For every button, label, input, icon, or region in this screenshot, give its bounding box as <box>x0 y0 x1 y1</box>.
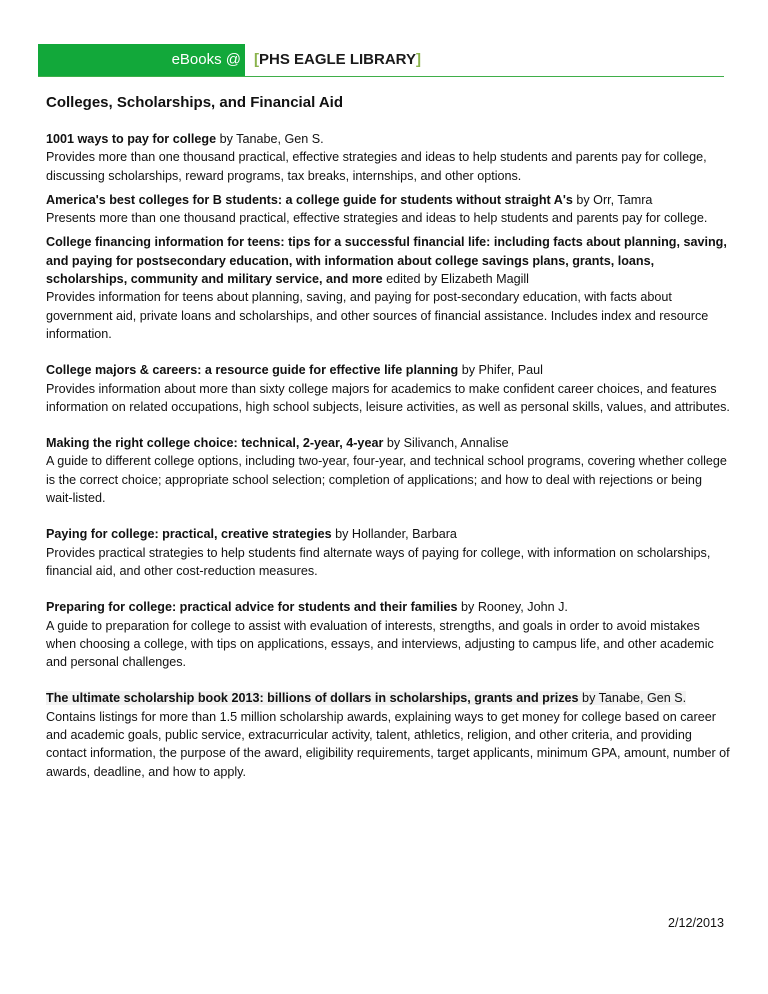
book-description: Contains listings for more than 1.5 million scholarship awards, explaining ways to get money for college based on career and academic goals, public service, extracurricular activity, talent, athletics, religion, and other criteria, and providing contact information, the purpose of the award, eligibility requirements, target applicants, minimum GPA, amount, number of awards, deadline, and how to apply. <box>46 709 730 779</box>
library-name: PHS EAGLE LIBRARY <box>259 51 416 68</box>
book-description: Provides practical strategies to help students find alternate ways of paying for college, with information on scholarships, financial aid, and other cost-reduction measures. <box>46 545 711 578</box>
book-author: by Tanabe, Gen S. <box>578 691 687 706</box>
book-description: A guide to preparation for college to assist with evaluation of interests, strengths, and goals in order to avoid mistakes when choosing a college, with tips on applications, essays, and interviews, adjusting to campus life, and other academic and personal challenges. <box>46 618 714 670</box>
book-entry <box>46 689 730 780</box>
book-author: by Orr, Tamra <box>572 192 653 207</box>
book-entry <box>46 434 730 507</box>
book-author: by Silivanch, Annalise <box>383 436 509 451</box>
book-description: Provides information about more than sixty college majors for academics to make confident career choices, and features information on related occupations, high school subjects, leisure activities, as well as personal skills, values, and attributes. <box>46 381 730 414</box>
book-list <box>46 130 730 787</box>
book-title: The ultimate scholarship book 2013: billions of dollars in scholarships, grants and prizes <box>46 691 579 706</box>
book-entry <box>46 191 730 228</box>
book-entry <box>46 525 730 580</box>
book-title: 1001 ways to pay for college <box>46 132 217 146</box>
book-entry <box>46 361 730 416</box>
page-title: Colleges, Scholarships, and Financial Aid <box>46 94 344 111</box>
book-entry <box>46 598 730 671</box>
book-title: College majors & careers: a resource guide for effective life planning <box>46 363 459 378</box>
library-name-heading <box>254 44 421 76</box>
book-title: America's best colleges for B students: a college guide for students without straight A's <box>46 192 573 207</box>
highlighted-title-line <box>46 691 686 705</box>
book-description: Provides information for teens about planning, saving, and paying for post-secondary education, with facts about government aid, private loans and scholarships, and other sources of financial assistance. Includes index and resource information. <box>46 290 709 341</box>
book-title: Making the right college choice: technical, 2-year, 4-year <box>46 436 384 451</box>
book-author: edited by Elizabeth Magill <box>382 272 529 287</box>
book-author: by Tanabe, Gen S. <box>216 132 324 146</box>
book-title: Preparing for college: practical advice for students and their families <box>46 600 458 615</box>
book-entry <box>46 130 730 185</box>
book-author: by Hollander, Barbara <box>331 527 457 542</box>
bracket-close: ] <box>415 51 421 68</box>
book-title: Paying for college: practical, creative strategies <box>46 527 332 542</box>
book-author: by Rooney, John J. <box>457 600 568 615</box>
library-header <box>38 44 724 77</box>
ebooks-label: eBooks @ <box>171 51 241 68</box>
book-description: A guide to different college options, including two-year, four-year, and technical school programs, covering whether college is the correct choice; appropriate school selection; completion of applications; and how to deal with rejections or being wait-listed. <box>46 454 727 506</box>
book-title: College financing information for teens: tips for a successful financial life: including facts about planning, saving, and paying for postsecondary education, with information about college savings plans, grants, loans, scholarships, community and military service, and more <box>46 235 727 287</box>
bracket-open: [ <box>254 51 259 68</box>
footer-date: 2/12/2013 <box>667 916 724 930</box>
book-description: Provides more than one thousand practical, effective strategies and ideas to help students and parents pay for college, discussing scholarships, reward programs, tax breaks, internships, and other options. <box>46 150 707 183</box>
ebooks-banner <box>38 44 245 76</box>
book-description: Presents more than one thousand practical, effective strategies and ideas to help students and parents pay for college. <box>46 211 708 226</box>
book-author: by Phifer, Paul <box>458 363 543 378</box>
book-entry <box>46 233 730 343</box>
